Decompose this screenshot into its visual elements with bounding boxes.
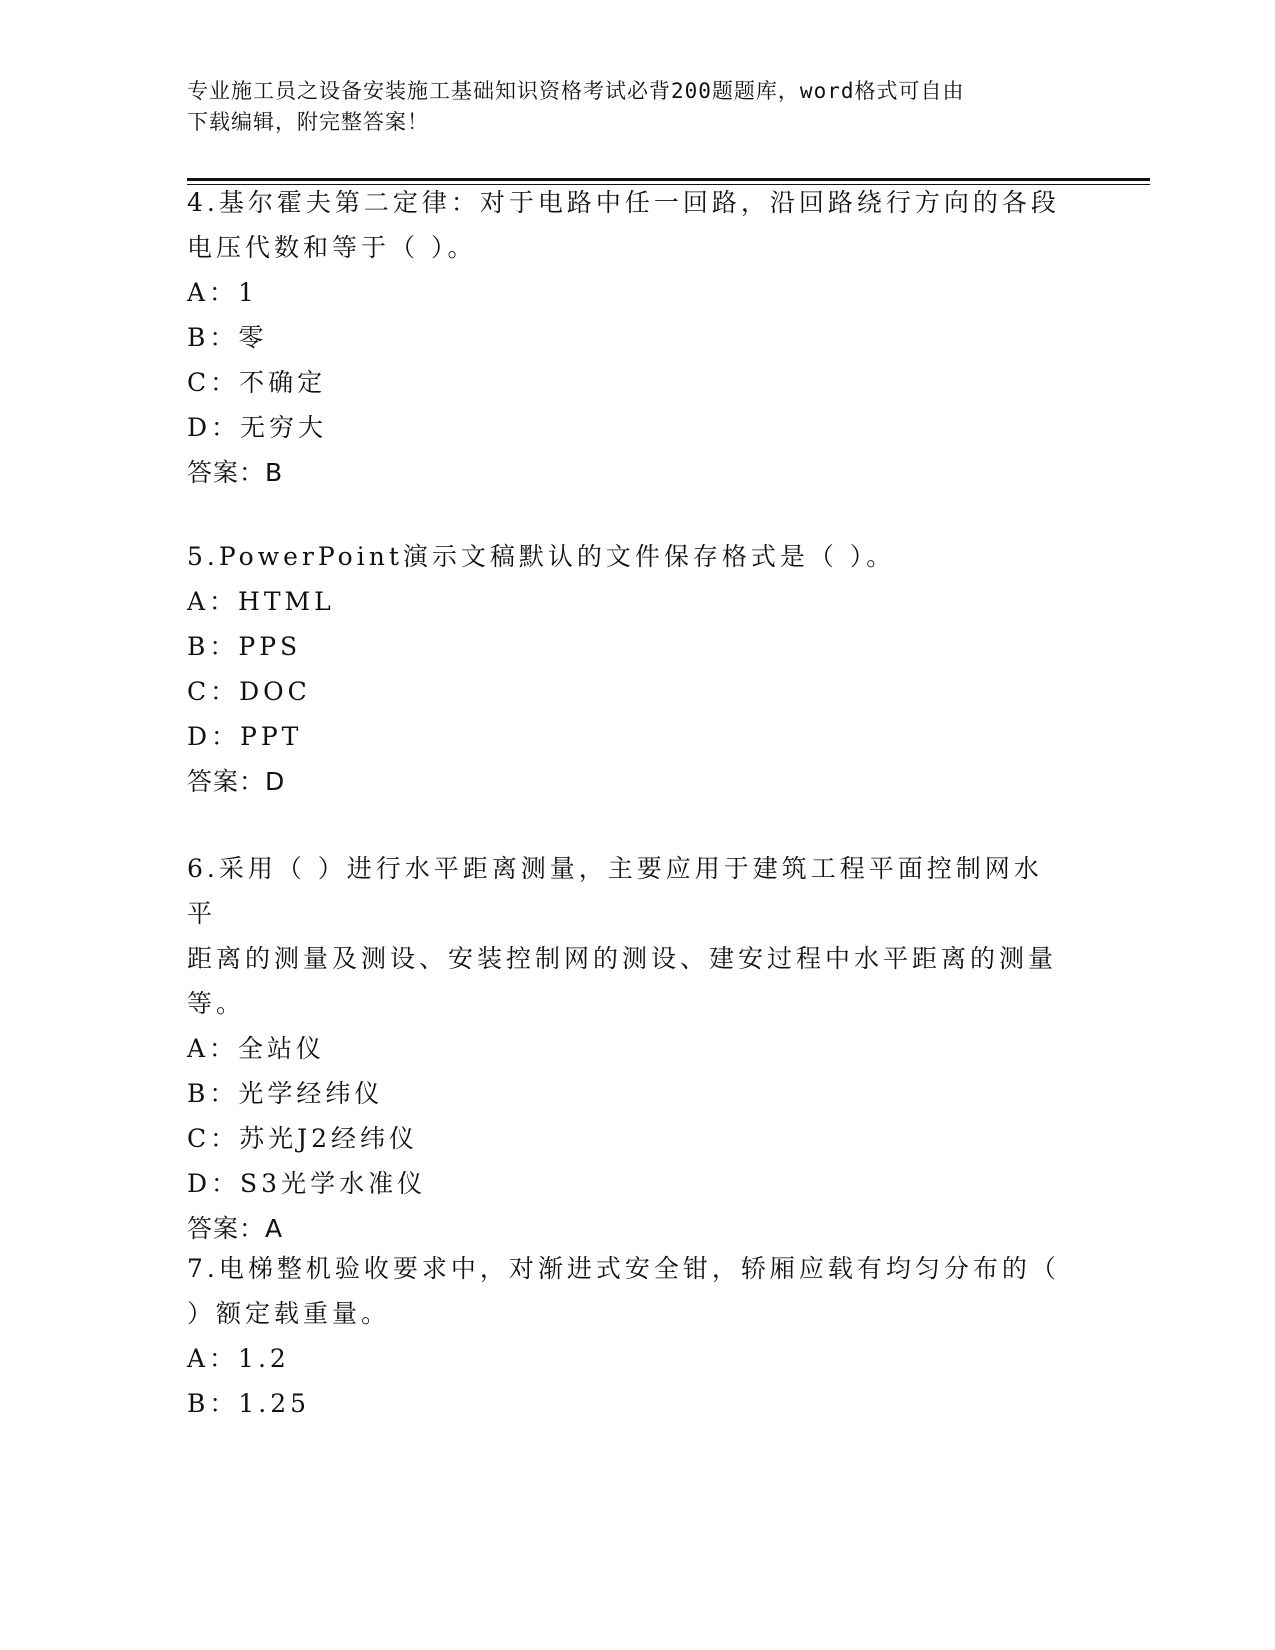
answer-line: 答案：D — [187, 767, 286, 796]
question-stem-line: 电压代数和等于（ ）。 — [187, 233, 477, 262]
option-a: A：HTML — [187, 587, 335, 616]
option-b: B：零 — [187, 323, 268, 352]
question-stem-line: 等。 — [187, 989, 246, 1018]
question-6 — [187, 846, 1067, 1251]
question-stem-line: 6.采用（ ）进行水平距离测量，主要应用于建筑工程平面控制网水平 — [187, 854, 1043, 928]
question-stem-line: 7.电梯整机验收要求中，对渐进式安全钳，轿厢应载有均匀分布的（ — [187, 1254, 1060, 1283]
option-d: D：无穷大 — [187, 413, 328, 442]
option-c: C：苏光J2经纬仪 — [187, 1124, 419, 1153]
document-header — [187, 76, 1067, 138]
question-stem-line: 4.基尔霍夫第二定律：对于电路中任一回路，沿回路绕行方向的各段 — [187, 188, 1060, 217]
option-b: B：1.25 — [187, 1389, 311, 1418]
question-stem-line: 距离的测量及测设、安装控制网的测设、建安过程中水平距离的测量 — [187, 944, 1058, 973]
question-4 — [187, 180, 1067, 495]
option-a: A：1.2 — [187, 1344, 290, 1373]
option-d: D：S3光学水准仪 — [187, 1169, 427, 1198]
question-7 — [187, 1246, 1067, 1426]
option-c: C：不确定 — [187, 368, 327, 397]
option-b: B：PPS — [187, 632, 302, 661]
option-c: C：DOC — [187, 677, 311, 706]
answer-line: 答案：B — [187, 458, 284, 487]
option-b: B：光学经纬仪 — [187, 1079, 384, 1108]
option-d: D：PPT — [187, 722, 303, 751]
header-line-1: 专业施工员之设备安装施工基础知识资格考试必背200题题库，word格式可自由 — [187, 79, 965, 103]
question-5 — [187, 534, 1067, 804]
question-stem-line: ）额定载重量。 — [187, 1299, 391, 1328]
option-a: A：全站仪 — [187, 1034, 326, 1063]
answer-line: 答案：A — [187, 1214, 284, 1243]
question-stem-line: 5.PowerPoint演示文稿默认的文件保存格式是（ ）。 — [187, 542, 896, 571]
header-line-2: 下载编辑，附完整答案！ — [187, 110, 429, 134]
option-a: A：1 — [187, 278, 258, 307]
